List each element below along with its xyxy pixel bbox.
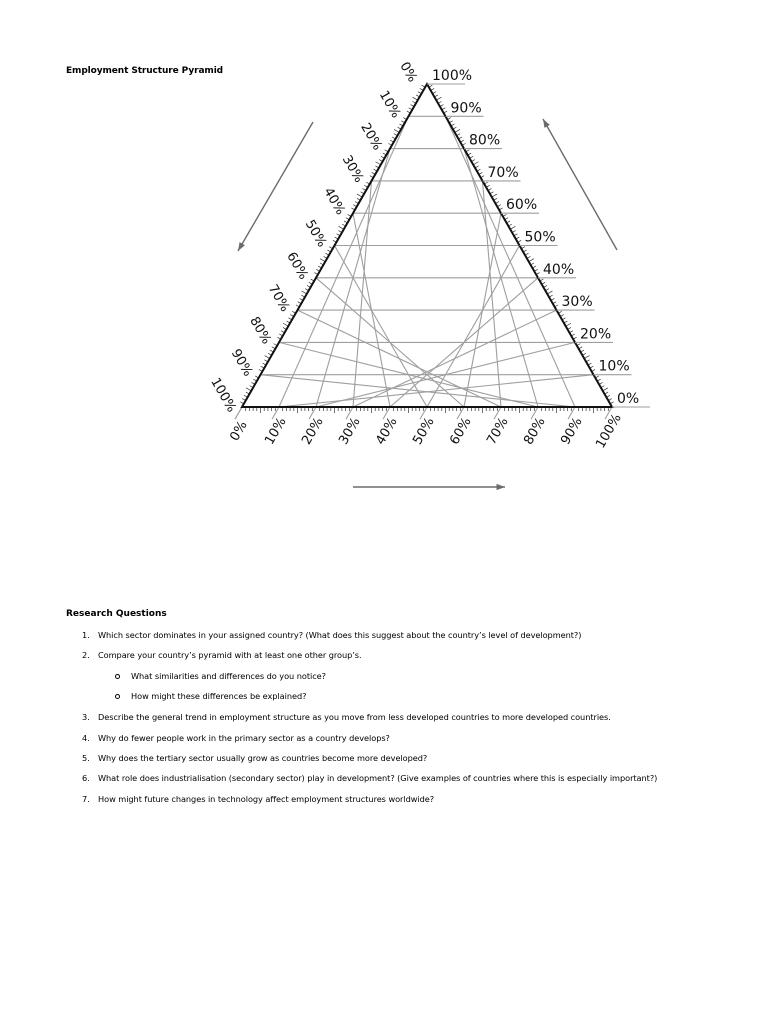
- axis-left-tick-label: 50%: [301, 217, 330, 251]
- axis-bottom-tick-label: 90%: [558, 414, 586, 448]
- axis-right-tick-label: 70%: [487, 164, 519, 181]
- axis-left-tick-label: 20%: [357, 120, 385, 154]
- sub-question-item: [131, 691, 306, 701]
- axis-bottom-tick-label: 10%: [262, 414, 290, 448]
- grid-line: [335, 246, 428, 408]
- question-item: [82, 773, 658, 783]
- bullet-icon: [115, 674, 120, 679]
- question-number: 6.: [82, 773, 90, 783]
- page-title: Employment Structure Pyramid: [66, 66, 224, 76]
- question-item: [82, 733, 390, 743]
- axis-left-tick-label: 0%: [396, 59, 420, 85]
- axis-left-tick-label: 40%: [320, 185, 348, 218]
- question-text: Which sector dominates in your assigned country? (What does this suggest about the country’s level of development?): [98, 630, 582, 640]
- question-number: 7.: [82, 794, 90, 804]
- bullet-icon: [115, 694, 120, 699]
- question-number: 1.: [82, 630, 90, 640]
- axis-left-tick-label: 100%: [207, 375, 239, 416]
- axis-right-tick-label: 100%: [432, 68, 473, 84]
- question-item: [82, 712, 611, 722]
- axis-bottom-tick-label: 0%: [227, 418, 251, 444]
- axis-right-tick-label: 60%: [506, 197, 538, 214]
- question-text: How might future changes in technology affect employment structures worldwide?: [98, 794, 435, 804]
- sub-question-item: [131, 671, 326, 681]
- axis-bottom-tick-label: 50%: [410, 414, 438, 448]
- axis-right-tick-label: 0%: [617, 391, 640, 407]
- axis-right-tick-label: 10%: [598, 358, 630, 375]
- axis-bottom-tick-label: 60%: [447, 414, 475, 448]
- axis-left-tick-label: 90%: [227, 346, 256, 380]
- question-item: [82, 753, 428, 763]
- grid-line: [261, 375, 576, 407]
- question-item: [82, 630, 582, 640]
- question-text: Describe the general trend in employment structure as you move from less developed countries to more developed countries.: [98, 712, 611, 722]
- question-text: Why do fewer people work in the primary sector as a country develops?: [98, 733, 390, 743]
- axis-right-tick-label: 90%: [450, 100, 482, 117]
- question-number: 4.: [82, 733, 90, 743]
- sub-question-text: How might these differences be explained?: [131, 691, 307, 701]
- axis-bottom-tick-label: 20%: [299, 414, 327, 448]
- axis-right-tick-label: 20%: [580, 326, 612, 343]
- axis-bottom-tick-label: 30%: [336, 414, 364, 448]
- research-questions-heading: Research Questions: [66, 609, 167, 619]
- axis-left-tick-label: 30%: [338, 152, 367, 186]
- axis-left-tick-label: 10%: [375, 88, 404, 121]
- question-text: Why does the tertiary sector usually grow as countries become more developed?: [98, 753, 428, 763]
- question-text: What role does industrialisation (secondary sector) play in development? (Give examples of countries where this is especially important?): [98, 773, 658, 783]
- question-item: [82, 650, 362, 660]
- sub-question-text: What similarities and differences do you notice?: [131, 671, 326, 681]
- axis-right-tick-label: 30%: [561, 294, 593, 311]
- question-number: 5.: [82, 753, 90, 763]
- question-number: 3.: [82, 712, 90, 722]
- question-text: Compare your country’s pyramid with at least one other group’s.: [98, 650, 362, 660]
- axis-bottom-tick-label: 40%: [373, 414, 401, 448]
- axis-right-tick-label: 40%: [543, 261, 575, 278]
- axis-bottom-tick-label: 100%: [593, 411, 625, 452]
- axis-left-tick-label: 70%: [264, 282, 293, 315]
- left-arrow-icon: [238, 122, 313, 251]
- question-item: [82, 794, 435, 804]
- axis-bottom-tick-label: 80%: [521, 414, 549, 448]
- axis-right-tick-label: 50%: [524, 229, 556, 246]
- question-number: 2.: [82, 650, 90, 660]
- grid-line: [298, 310, 502, 407]
- axis-left-tick-label: 80%: [246, 314, 274, 347]
- axis-bottom-tick-label: 70%: [484, 414, 512, 448]
- bottom-arrow-icon: [353, 484, 505, 490]
- axis-left-tick-label: 60%: [283, 249, 311, 283]
- axis-right-tick-label: 80%: [469, 132, 501, 149]
